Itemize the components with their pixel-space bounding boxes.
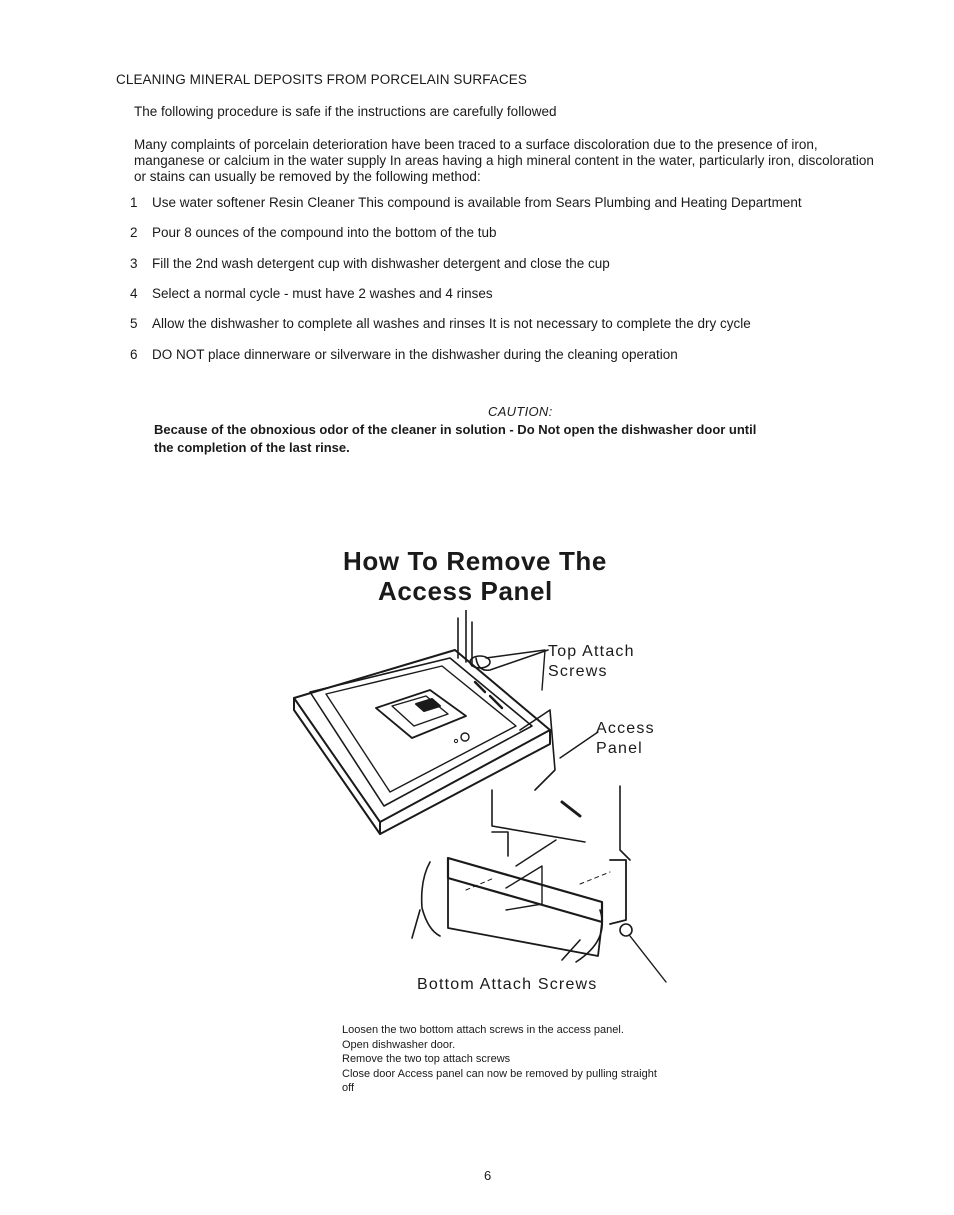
- top-attach-screws-label-line1: Top Attach: [548, 643, 635, 660]
- step-text: Select a normal cycle - must have 2 washes and 4 rinses: [152, 286, 493, 301]
- step-text: Use water softener Resin Cleaner This compound is available from Sears Plumbing and Heating Department: [152, 195, 802, 210]
- step-number: 2: [130, 225, 138, 240]
- step-item: [130, 195, 802, 210]
- step-text: DO NOT place dinnerware or silverware in the dishwasher during the cleaning operation: [152, 347, 678, 362]
- step-text: Pour 8 ounces of the compound into the bottom of the tub: [152, 225, 497, 240]
- access-panel-title-line2: Access Panel: [378, 576, 553, 606]
- body-paragraph: Many complaints of porcelain deterioration have been traced to a surface discoloration due to the presence of iron, manganese or calcium in the water supply In areas having a high mineral content in the water, particularly iron, discoloration or stains can usually be removed by the following method:: [134, 137, 874, 184]
- intro-paragraph: The following procedure is safe if the instructions are carefully followed: [134, 104, 557, 119]
- note-line: Open dishwasher door.: [342, 1038, 456, 1051]
- step-text: Fill the 2nd wash detergent cup with dishwasher detergent and close the cup: [152, 256, 610, 271]
- access-panel-label-line1: Access: [596, 720, 655, 737]
- step-number: 1: [130, 195, 138, 210]
- access-panel-title-line1: How To Remove The: [343, 546, 607, 576]
- step-number: 6: [130, 347, 138, 362]
- access-panel-title: [343, 546, 643, 606]
- step-item: [130, 347, 678, 362]
- step-text: Allow the dishwasher to complete all washes and rinses It is not necessary to complete the dry cycle: [152, 316, 751, 331]
- caution-title: CAUTION:: [488, 404, 553, 419]
- tub-post-drawing: [458, 610, 548, 670]
- note-line: Loosen the two bottom attach screws in the access panel.: [342, 1024, 624, 1036]
- page-number: 6: [484, 1168, 492, 1183]
- step-item: [130, 256, 610, 271]
- bottom-screws-leader: [630, 936, 666, 982]
- step-item: [130, 286, 493, 301]
- section-heading: CLEANING MINERAL DEPOSITS FROM PORCELAIN SURFACES: [116, 72, 527, 87]
- access-panel-label-line2: Panel: [596, 740, 643, 757]
- caution-text: Because of the obnoxious odor of the cleaner in solution - Do Not open the dishwasher door until the completion of the last rinse.: [154, 422, 757, 455]
- step-item: [130, 225, 496, 240]
- top-attach-screws-label-line2: Screws: [548, 663, 608, 680]
- step-number: 5: [130, 316, 138, 331]
- cabinet-drawing: [492, 786, 630, 860]
- note-line: Close door Access panel can now be removed by pulling straight off: [342, 1067, 657, 1094]
- access-panel-leader: [560, 732, 598, 758]
- access-panel-label: [596, 719, 655, 759]
- top-attach-screws-label: [548, 642, 635, 682]
- step-number: 3: [130, 256, 138, 271]
- removal-notes: [342, 1023, 662, 1096]
- dishwasher-door-drawing: [294, 650, 555, 834]
- step-item: [130, 316, 751, 331]
- access-panel-drawing: [412, 832, 666, 982]
- step-number: 4: [130, 286, 138, 301]
- note-line: Remove the two top attach screws: [342, 1053, 511, 1065]
- bottom-attach-screws-label: Bottom Attach Screws: [417, 976, 598, 993]
